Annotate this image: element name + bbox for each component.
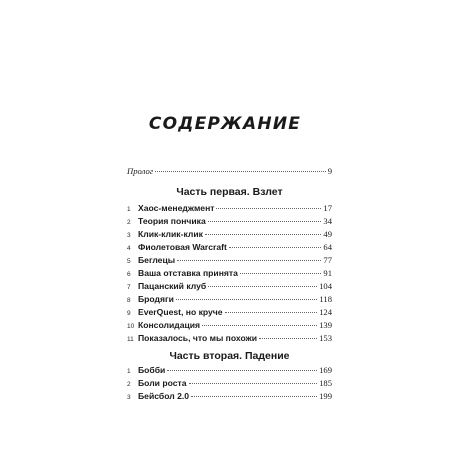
entry-label: Бейсбол 2.0 [138,391,190,401]
entry-page: 77 [323,255,332,265]
entry-label: Теория пончика [138,216,206,226]
leader-dots [191,396,317,397]
toc-entry [127,319,332,331]
entry-label: Показалось, что мы похожи [138,333,257,343]
leader-dots [205,234,321,235]
toc-entry [127,306,332,318]
leader-dots [155,171,326,172]
toc-title: СОДЕРЖАНИЕ [148,114,302,134]
chapter-number: 1 [127,206,131,213]
entry-label: EverQuest, но круче [138,307,223,317]
entry-label: Боли роста [138,378,187,388]
leader-dots [259,338,317,339]
entry-page: 9 [327,166,332,176]
chapter-number: 7 [127,284,131,291]
entry-label: Фиолетовая Warcraft [138,242,227,252]
entry-page: 169 [319,365,332,375]
entry-page: 49 [323,229,332,239]
chapter-number: 2 [127,219,131,226]
entry-page: 64 [323,242,332,252]
leader-dots [177,260,321,261]
toc-entry [127,267,332,279]
entry-label: Консолидация [138,320,201,330]
entry-label: Беглецы [138,255,176,265]
leader-dots [176,299,318,300]
leader-dots [189,383,318,384]
part-title-2: Часть вторая. Падение [169,350,290,362]
entry-page: 17 [323,203,332,213]
entry-label: Бобби [138,365,166,375]
leader-dots [208,221,322,222]
entry-label: Хаос-менеджмент [138,203,215,213]
entry-page: 199 [319,391,332,401]
toc-entry [127,228,332,240]
entry-page: 185 [319,378,332,388]
leader-dots [202,325,317,326]
toc-entry [127,241,332,253]
entry-page: 153 [319,333,332,343]
leader-dots [167,370,317,371]
chapter-number: 6 [127,271,131,278]
leader-dots [216,208,321,209]
entry-label: Пролог [127,166,154,176]
toc-entry [127,215,332,227]
toc-entry [127,202,332,214]
entry-page: 34 [323,216,332,226]
chapter-number: 10 [127,323,135,330]
chapter-number: 9 [127,310,131,317]
toc-entry [127,254,332,266]
chapter-number: 1 [127,368,131,375]
entry-page: 118 [319,294,332,304]
entry-label: Бродяги [138,294,174,304]
entry-page: 139 [319,320,332,330]
entry-label: Клик-клик-клик [138,229,203,239]
entry-page: 104 [319,281,332,291]
toc-entry [127,364,332,376]
toc-entry [127,377,332,389]
chapter-number: 3 [127,232,131,239]
chapter-number: 11 [127,336,134,343]
entry-page: 124 [319,307,332,317]
leader-dots [208,286,317,287]
entry-label: Ваша отставка принята [138,268,238,278]
chapter-number: 5 [127,258,131,265]
part-title-1: Часть первая. Взлет [176,186,283,198]
entry-label: Пацанский клуб [138,281,207,291]
chapter-number: 2 [127,381,131,388]
chapter-number: 8 [127,297,131,304]
toc-entry [127,390,332,402]
toc-entry [127,332,332,344]
chapter-number: 4 [127,245,131,252]
toc-entry [127,280,332,292]
toc-entry [127,293,332,305]
leader-dots [225,312,318,313]
toc-entry-prologue [127,165,332,177]
leader-dots [240,273,322,274]
entry-page: 91 [323,268,332,278]
leader-dots [229,247,322,248]
chapter-number: 3 [127,394,131,401]
